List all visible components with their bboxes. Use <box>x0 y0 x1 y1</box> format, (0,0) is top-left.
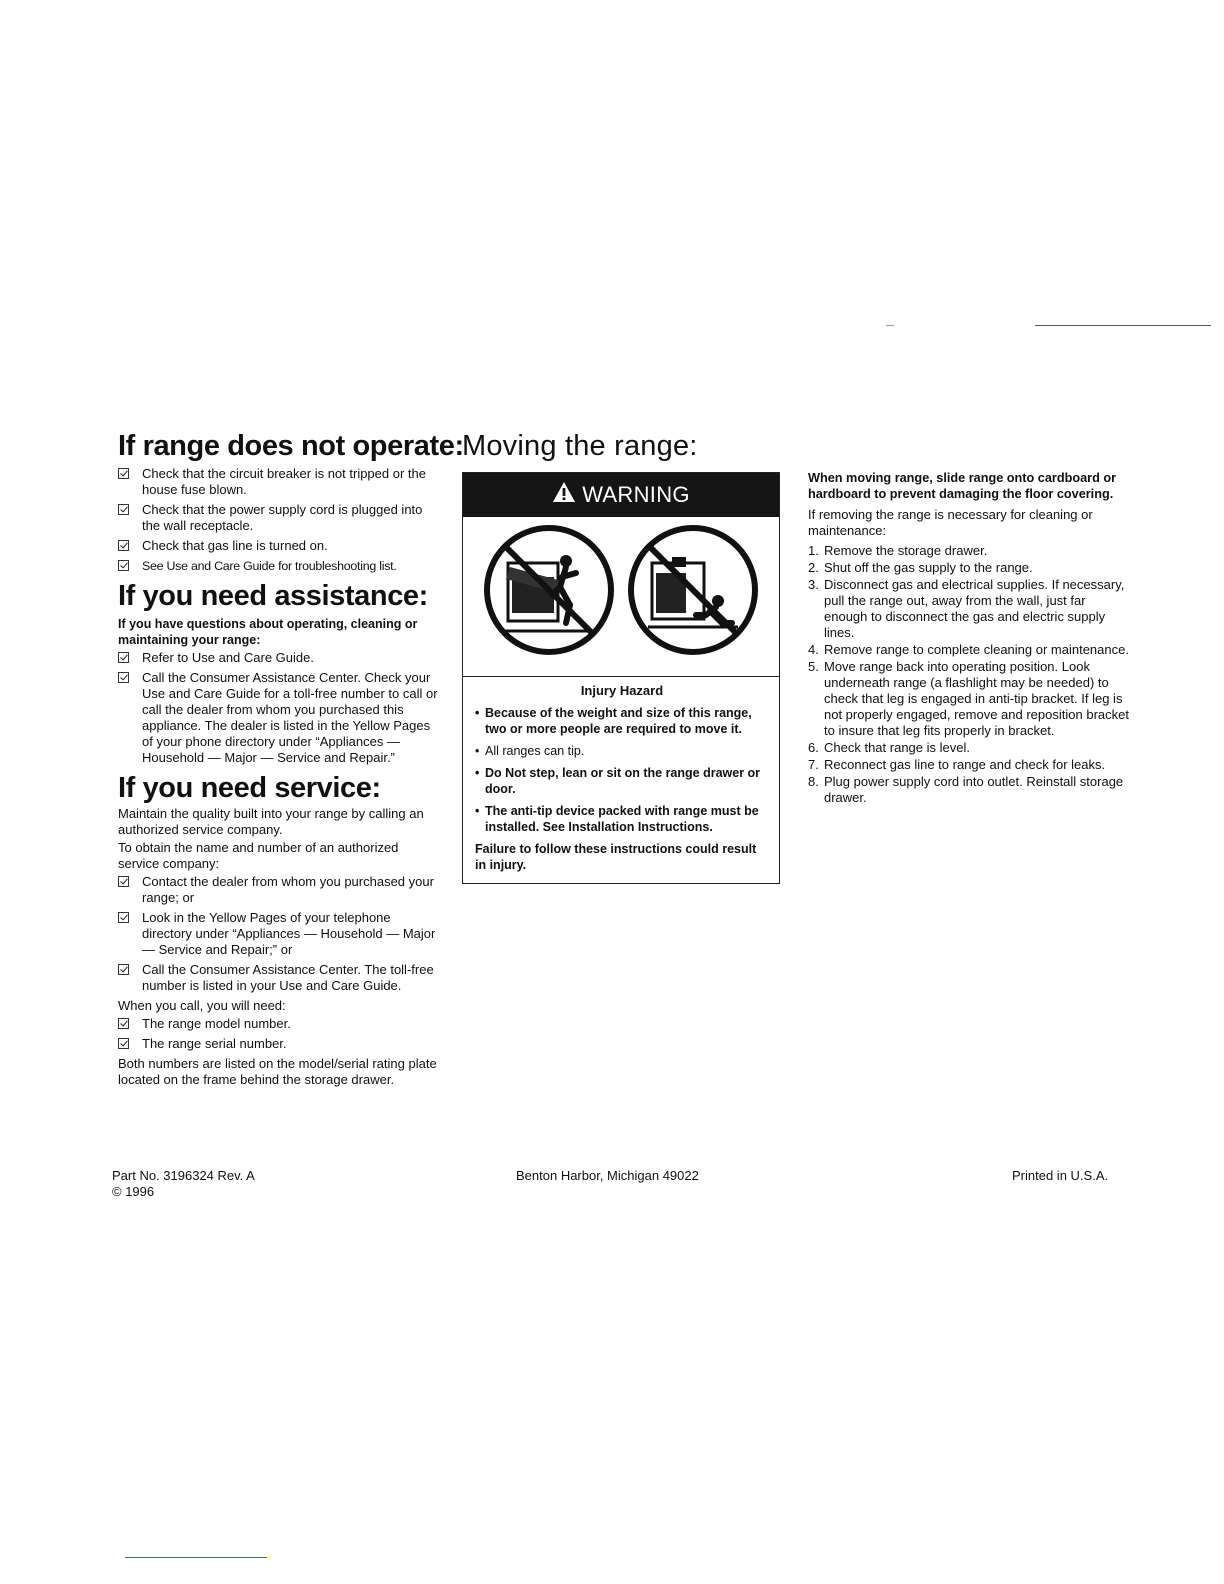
operate-heading: If range does not operate: <box>118 430 464 462</box>
left-column <box>118 428 464 1088</box>
footer-printed: Printed in U.S.A. <box>1012 1168 1109 1183</box>
scan-artifact-underline <box>125 1557 267 1558</box>
checkbox-checked-icon <box>118 652 129 663</box>
service-intro-2: To obtain the name and number of an authorized service company: <box>118 840 399 871</box>
call-intro: When you call, you will need: <box>118 998 286 1013</box>
warning-box <box>462 472 780 884</box>
scan-artifact-dash <box>886 325 894 326</box>
list-item: Check that the circuit breaker is not tripped or the house fuse blown. <box>118 466 440 498</box>
list-item: The range serial number. <box>118 1036 440 1052</box>
list-item: • All ranges can tip. <box>475 743 769 759</box>
checkbox-checked-icon <box>118 468 129 479</box>
service-closing: Both numbers are listed on the model/serial rating plate located on the frame behind the storage drawer. <box>118 1056 437 1087</box>
scan-artifact-line <box>1035 325 1211 326</box>
service-intro: Maintain the quality built into your range by calling an authorized service company. <box>118 806 424 837</box>
assistance-subheading: If you have questions about operating, cleaning or maintaining your range: <box>118 617 418 647</box>
list-item: Look in the Yellow Pages of your telephone directory under “Appliances — Household — Major — Service and Repair;” or <box>118 910 440 958</box>
checkbox-checked-icon <box>118 912 129 923</box>
list-item: 1. Remove the storage drawer. <box>808 543 988 558</box>
list-item: • Because of the weight and size of this range, two or more people are required to move it. <box>475 705 769 737</box>
warning-body <box>463 677 779 883</box>
list-item: 3. Disconnect gas and electrical supplies. If necessary, pull the range out, away from the wall, just far enough to disconnect the gas and electric supply lines. <box>808 577 1125 640</box>
list-item: Call the Consumer Assistance Center. Check your Use and Care Guide for a toll-free number to call or call the dealer from whom you purchased this appliance. The dealer is listed in the Yellow Pages of your phone directory under “Appliances — Household — Major — Service and Repair.” <box>118 670 440 766</box>
warning-title: WARNING <box>582 482 690 507</box>
checkbox-checked-icon <box>118 560 129 571</box>
service-checklist <box>118 874 440 994</box>
checkbox-checked-icon <box>118 1038 129 1049</box>
right-column <box>808 470 1130 807</box>
warning-triangle-icon <box>552 481 576 509</box>
list-item: Contact the dealer from whom you purchased your range; or <box>118 874 440 906</box>
removal-steps <box>808 543 1130 806</box>
part-number: Part No. 3196324 Rev. A <box>112 1168 255 1183</box>
list-item: See Use and Care Guide for troubleshooting list. <box>118 558 440 574</box>
assistance-heading: If you need assistance: <box>118 580 428 612</box>
checkbox-checked-icon <box>118 504 129 515</box>
list-item: Refer to Use and Care Guide. <box>118 650 440 666</box>
service-heading: If you need service: <box>118 772 381 804</box>
removal-intro: If removing the range is necessary for cleaning or maintenance: <box>808 507 1093 538</box>
no-sitting-on-drawer-icon <box>626 523 760 662</box>
checkbox-checked-icon <box>118 964 129 975</box>
list-item: The range model number. <box>118 1016 440 1032</box>
no-standing-on-door-icon <box>482 523 616 662</box>
checkbox-checked-icon <box>118 1018 129 1029</box>
middle-column <box>462 428 780 884</box>
list-item: 4. Remove range to complete cleaning or maintenance. <box>808 642 1129 657</box>
list-item: 2. Shut off the gas supply to the range. <box>808 560 1033 575</box>
checkbox-checked-icon <box>118 540 129 551</box>
warning-header <box>463 473 779 517</box>
service-section <box>118 770 440 1088</box>
hazard-title: Injury Hazard <box>580 683 664 698</box>
footer-part <box>112 1168 255 1200</box>
list-item: Check that gas line is turned on. <box>118 538 440 554</box>
list-item: 7. Reconnect gas line to range and check for leaks. <box>808 757 1106 772</box>
checkbox-checked-icon <box>118 876 129 887</box>
call-checklist <box>118 1016 440 1052</box>
failure-warning: Failure to follow these instructions could result in injury. <box>475 842 757 872</box>
list-item: 6. Check that range is level. <box>808 740 970 755</box>
moving-heading: Moving the range: <box>462 430 698 462</box>
copyright: © 1996 <box>112 1184 155 1199</box>
list-item: Check that the power supply cord is plugged into the wall receptacle. <box>118 502 440 534</box>
moving-lead: When moving range, slide range onto cardboard or hardboard to prevent damaging the floor covering. <box>808 471 1117 501</box>
assistance-section <box>118 578 440 766</box>
warning-pictograms <box>463 517 779 677</box>
warning-bullets <box>475 705 769 835</box>
list-item: 8. Plug power supply cord into outlet. Reinstall storage drawer. <box>808 774 1124 805</box>
footer-location: Benton Harbor, Michigan 49022 <box>516 1168 699 1183</box>
list-item: Call the Consumer Assistance Center. The toll-free number is listed in your Use and Care Guide. <box>118 962 440 994</box>
operate-checklist <box>118 466 440 574</box>
list-item: 5. Move range back into operating position. Look underneath range (a flashlight may be needed) to check that leg is engaged in anti-tip bracket. If leg is not properly engaged, remove and reposition bracket to insure that leg fits properly in bracket. <box>808 659 1129 738</box>
list-item: • Do Not step, lean or sit on the range drawer or door. <box>475 765 769 797</box>
assistance-checklist <box>118 650 440 766</box>
operate-section <box>118 428 464 574</box>
checkbox-checked-icon <box>118 672 129 683</box>
list-item: • The anti-tip device packed with range must be installed. See Installation Instructions. <box>475 803 769 835</box>
